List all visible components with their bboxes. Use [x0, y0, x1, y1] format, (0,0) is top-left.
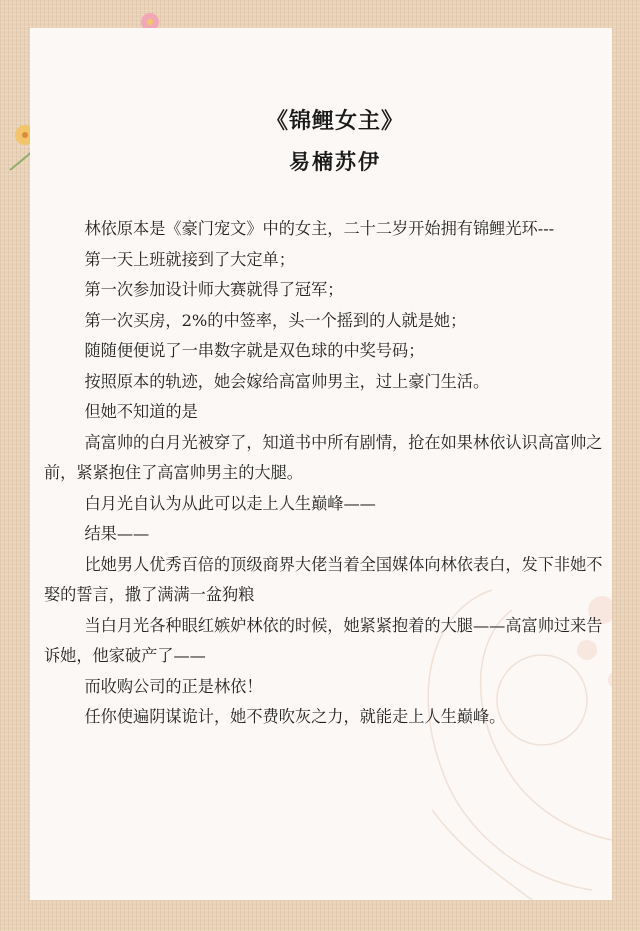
paragraph: 结果——: [84, 524, 150, 543]
paragraph: 任你使遍阴谋诡计，她不费吹灰之力，就能走上人生巅峰。: [84, 707, 506, 726]
paragraph: 白月光自认为从此可以走上人生巅峰——: [84, 493, 376, 513]
paragraph: 按照原本的轨迹，她会嫁给高富帅男主，过上豪门生活。: [84, 371, 490, 391]
paragraph: 随随便便说了一串数字就是双色球的中奖号码；: [84, 341, 425, 360]
book-title: 《锦鲤女主》: [265, 109, 404, 134]
paragraph: 当白月光各种眼红嫉妒林依的时候，她紧紧抱着的大腿——高富帅过来告诉她，他家破产了——: [44, 615, 603, 665]
paragraph: 高富帅的白月光被穿了，知道书中所有剧情，抢在如果林依认识高富帅之前，紧紧抱住了高富帅男主的大腿。: [44, 432, 603, 482]
paragraph: 而收购公司的正是林依！: [84, 676, 263, 696]
paragraph: 比她男人优秀百倍的顶级商界大佬当着全国媒体向林依表白，发下非她不娶的誓言，撒了满满一盆狗粮: [44, 554, 603, 604]
author-name: 易楠苏伊: [289, 150, 381, 174]
paragraph: 第一天上班就接到了大定单；: [84, 249, 295, 269]
synopsis-body: [44, 214, 604, 733]
paragraph: 第一次买房，2%的中签率，头一个摇到的人就是她；: [84, 310, 467, 330]
paragraph: 第一次参加设计师大赛就得了冠军；: [84, 280, 344, 299]
paragraph: 林依原本是《豪门宠文》中的女主，二十二岁开始拥有锦鲤光环---: [84, 219, 555, 238]
paragraph: 但她不知道的是: [84, 402, 198, 421]
